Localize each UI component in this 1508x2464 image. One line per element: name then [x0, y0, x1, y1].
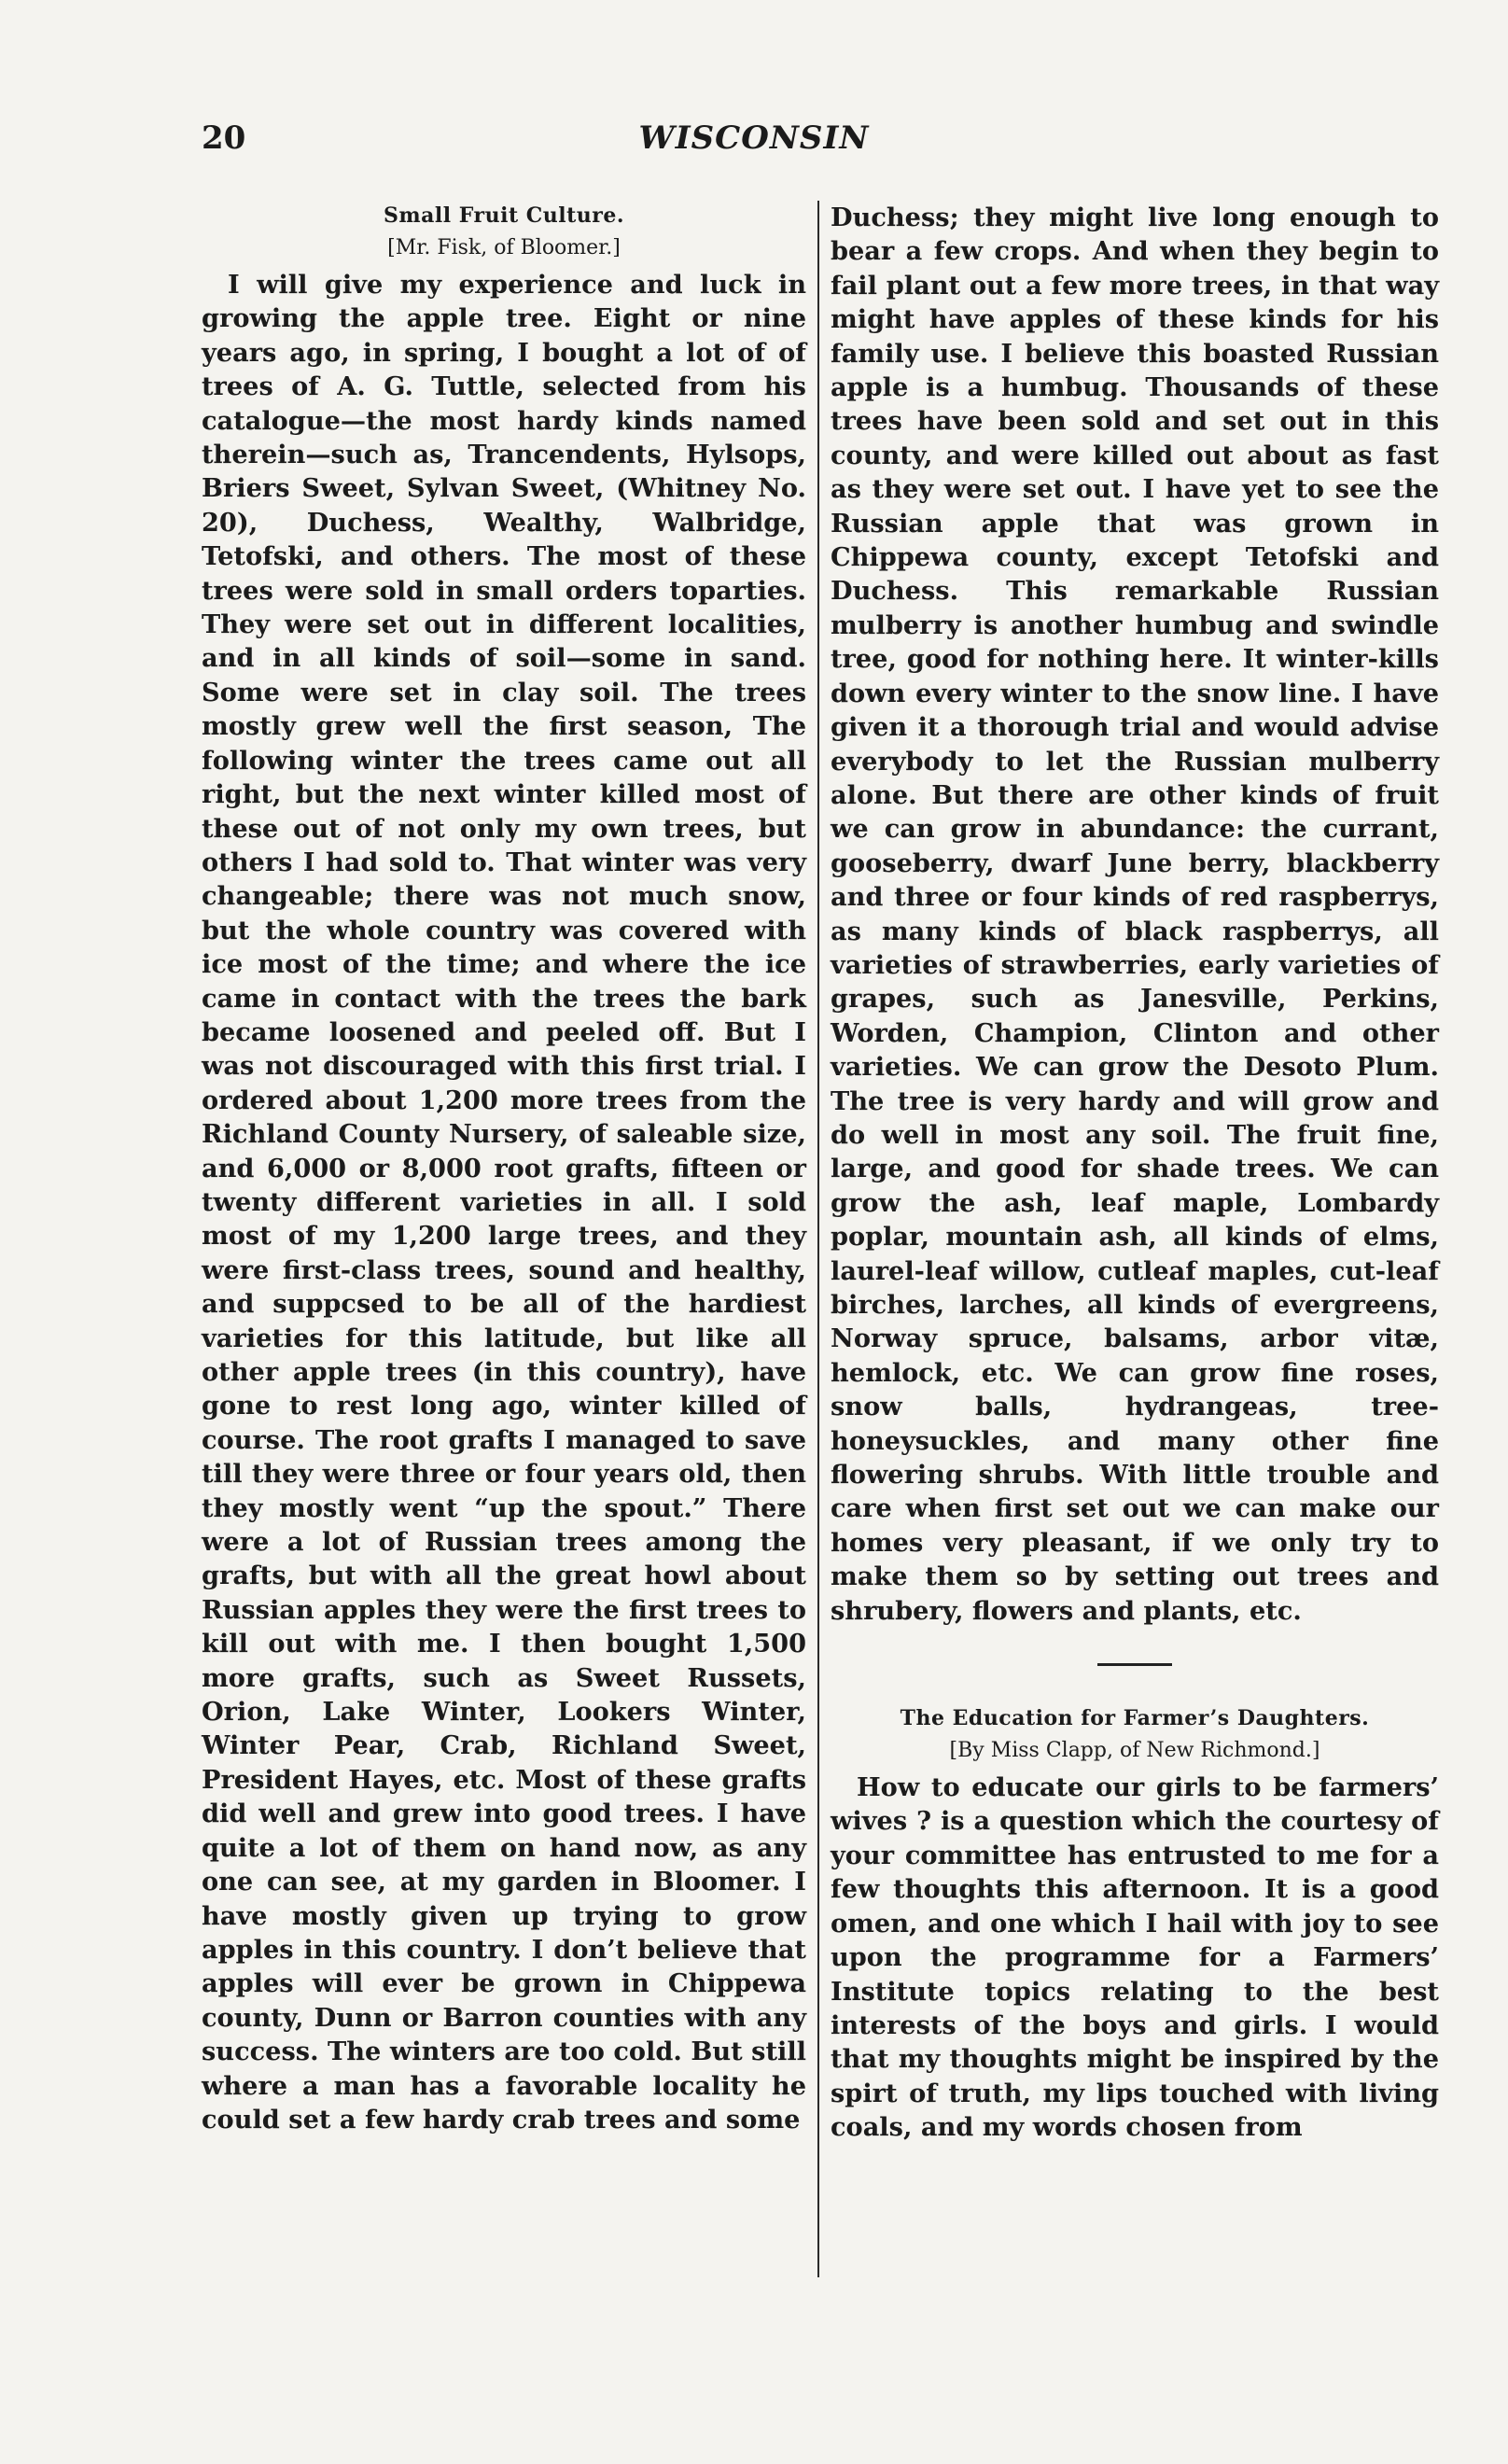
article-body-education: How to educate our girls to be farmers’ wives ? is a question which the courtesy of your committee has entrusted to me for a few thoughts this afternoon. It is a good omen, and one which I hail with joy to see upon the programme for a Farmers’ Institute topics relating to the best interests of the boys and girls. I would that my thoughts might be inspired by the spirt of truth, my lips touched with living coals, and my words chosen from — [831, 1772, 1439, 2143]
section-divider — [1097, 1663, 1172, 1666]
article-title-education: The Education for Farmer’s Daughters. — [900, 1706, 1370, 1731]
journal-title: WISCONSIN — [638, 119, 870, 157]
page-number: 20 — [202, 119, 246, 157]
column-divider-rule — [817, 201, 819, 2277]
article-body-small-fruit: I will give my experience and luck in growing the apple tree. Eight or nine years ago, in spring, I bought a lot of of trees of A. G. Tuttle, selected from his catalogue—the most hardy kinds named therein—such as, Trancendents, Hylsops, Briers Sweet, Sylvan Sweet, (Whitney No. 20), Duchess, Wealthy, Walbridge, Tetofski, and others. The most of these trees were sold in small orders toparties. They were set out in different localities, and in all kinds of soil—some in sand. Some were set in clay soil. The trees mostly grew well the first season, The following winter the trees came out all right, but the next winter killed most of these out of not only my own trees, but others I had sold to. That winter was very changeable; there was not much snow, but the whole country was covered with ice most of the time; and where the ice came in contact with the trees the bark became loosened and peeled off. But I was not discouraged with this first trial. I ordered about 1,200 more trees from the Richland County Nursery, of saleable size, and 6,000 or 8,000 root grafts, fifteen or twenty different varieties in all. I sold most of my 1,200 large trees, and they were first-class trees, sound and healthy, and suppcsed to be all of the hardiest varieties for this latitude, but like all other apple trees (in this country), have gone to rest long ago, winter killed of course. The root grafts I managed to save till they were three or four years old, then they mostly went “up the spout.” There were a lot of Russian trees among the grafts, but with all the great howl about Russian apples they were the first trees to kill out with me. I then bought 1,500 more grafts, such as Sweet Russets, Orion, Lake Winter, Lookers Winter, Winter Pear, Crab, Richland Sweet, President Hayes, etc. Most of these grafts did well and grew into good trees. I have quite a lot of them on hand now, as any one can see, at my garden in Bloomer. I have mostly given up trying to grow apples in this country. I don’t believe that apples will ever be grown in Chippewa county, Dunn or Barron counties with any success. The winters are too cold. But still where a man has a favorable locality he could set a few hardy crab trees and some — [202, 270, 806, 2135]
article-byline-clapp: [By Miss Clapp, of New Richmond.] — [949, 1739, 1320, 1763]
running-head — [0, 119, 1508, 166]
right-column — [831, 201, 1439, 2145]
left-column — [202, 201, 806, 2136]
article-byline-fisk: [Mr. Fisk, of Bloomer.] — [387, 236, 621, 259]
article-body-small-fruit-continued: Duchess; they might live long enough to bear a few crops. And when they begin to fail plant out a few more trees, in that way might have apples of these kinds for his family use. I believe this boasted Russian apple is a humbug. Thousands of these trees have been sold and set out in this county, and were killed out about as fast as they were set out. I have yet to see the Russian apple that was grown in Chippewa county, except Tetofski and Duchess. This remarkable Russian mulberry is another humbug and swindle tree, good for nothing here. It winter-kills down every winter to the snow line. I have given it a thorough trial and would advise everybody to let the Russian mulberry alone. But there are other kinds of fruit we can grow in abundance: the currant, gooseberry, dwarf June berry, blackberry and three or four kinds of red raspberrys, as many kinds of black raspberrys, all varieties of strawberries, early varieties of grapes, such as Janesville, Perkins, Worden, Champion, Clinton and other varieties. We can grow the Desoto Plum. The tree is very hardy and will grow and do well in most any soil. The fruit fine, large, and good for shade trees. We can grow the ash, leaf maple, Lombardy poplar, mountain ash, all kinds of elms, laurel-leaf willow, cutleaf maples, cut-leaf birches, larches, all kinds of evergreens, Norway spruce, balsams, arbor vitæ, hemlock, etc. We can grow fine roses, snow balls, hydrangeas, tree-honeysuckles, and many other fine flowering shrubs. With little trouble and care when first set out we can make our homes very pleasant, if we only try to make them so by setting out trees and shrubery, flowers and plants, etc. — [831, 203, 1439, 1626]
article-title-small-fruit: Small Fruit Culture. — [383, 203, 625, 228]
